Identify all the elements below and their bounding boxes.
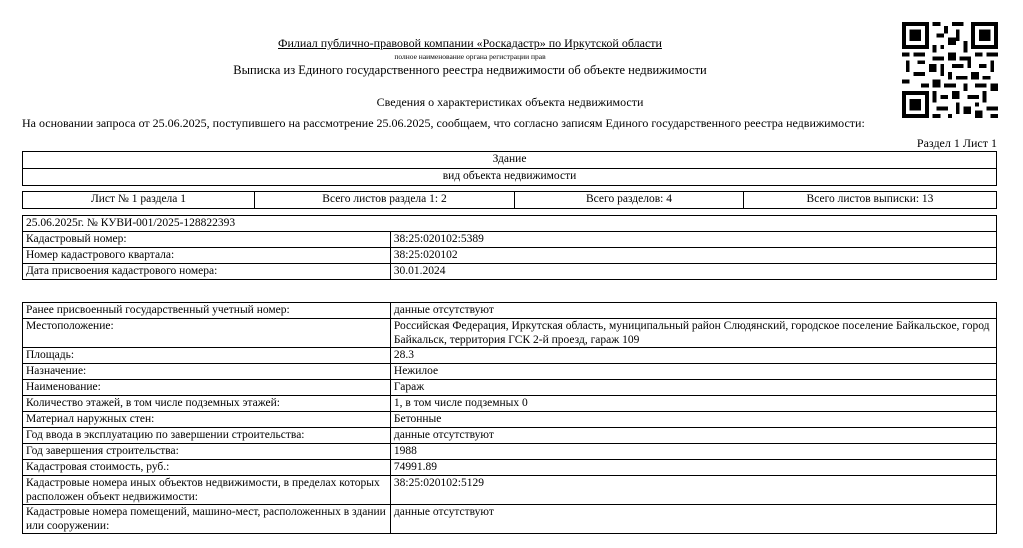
row-value: 38:25:020102 [390,248,996,264]
row-value: Российская Федерация, Иркутская область, муниципальный район Слюдянский, городское поселение Байкальское, город Байкальск, территория ГСК 2-й проезд, гараж 109 [390,319,996,348]
document-title: Выписка из Единого государственного реестра недвижимости об объекте недвижимости [233,63,707,77]
row-label: Количество этажей, в том числе подземных этажей: [23,396,391,412]
request-text: На основании запроса от 25.06.2025, поступившего на рассмотрение 25.06.2025, сообщаем, что согласно записям Единого государственного реестра недвижимости: [22,116,865,130]
table-row [23,460,997,476]
row-label: Кадастровые номера помещений, машино-мест, расположенных в здании или сооружении: [23,505,391,534]
document-reference: 25.06.2025г. № КУВИ-001/2025-128822393 [23,216,997,232]
table-row [23,380,997,396]
row-value: Бетонные [390,412,996,428]
row-label: Год завершения строительства: [23,444,391,460]
row-label: Кадастровый номер: [23,232,391,248]
table-row [23,428,997,444]
row-value: 30.01.2024 [390,264,996,280]
organization-note: полное наименование органа регистрации прав [394,52,546,61]
row-label: Материал наружных стен: [23,412,391,428]
total-section-sheets: Всего листов раздела 1: 2 [255,192,515,209]
row-value: 38:25:020102:5389 [390,232,996,248]
row-value: Гараж [390,380,996,396]
table-row [23,476,997,505]
row-label: Год ввода в эксплуатацию по завершении строительства: [23,428,391,444]
table-row [23,232,997,248]
row-value: 28.3 [390,348,996,364]
section-title: Сведения о характеристиках объекта недвижимости [376,95,644,109]
characteristics-table [22,302,997,534]
row-value: данные отсутствуют [390,505,996,534]
row-value: 1, в том числе подземных 0 [390,396,996,412]
qr-code-icon [902,22,998,118]
sheet-number: Лист № 1 раздела 1 [23,192,255,209]
table-row [23,444,997,460]
object-type-table [22,151,997,186]
row-label: Кадастровые номера иных объектов недвижимости, в пределах которых расположен объект недвижимости: [23,476,391,505]
row-label: Местоположение: [23,319,391,348]
row-value: данные отсутствуют [390,428,996,444]
table-row [23,319,997,348]
row-label: Ранее присвоенный государственный учетный номер: [23,303,391,319]
total-sheets: Всего листов выписки: 13 [744,192,997,209]
row-label: Наименование: [23,380,391,396]
row-value: 38:25:020102:5129 [390,476,996,505]
row-label: Номер кадастрового квартала: [23,248,391,264]
sheets-table [22,191,997,209]
row-label: Назначение: [23,364,391,380]
table-row [23,264,997,280]
row-value: Нежилое [390,364,996,380]
sheet-info: Раздел 1 Лист 1 [916,136,997,150]
total-sections: Всего разделов: 4 [515,192,744,209]
table-row [23,303,997,319]
organization-name: Филиал публично-правовой компании «Роскадастр» по Иркутской области [278,36,662,50]
table-row [23,348,997,364]
table-row [23,412,997,428]
row-value: данные отсутствуют [390,303,996,319]
row-value: 74991.89 [390,460,996,476]
row-label: Площадь: [23,348,391,364]
row-label: Дата присвоения кадастрового номера: [23,264,391,280]
cadastral-table [22,215,997,280]
table-row [23,364,997,380]
row-value: 1988 [390,444,996,460]
table-row [23,505,997,534]
row-label: Кадастровая стоимость, руб.: [23,460,391,476]
object-type-caption: вид объекта недвижимости [23,169,997,186]
object-type: Здание [23,152,997,169]
table-row [23,248,997,264]
table-row [23,396,997,412]
